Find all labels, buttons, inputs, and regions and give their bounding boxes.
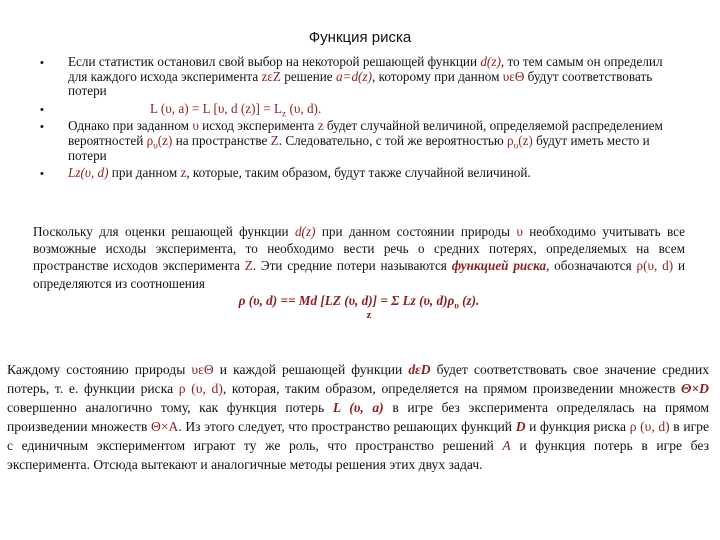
text-segment: исход эксперимента [198, 118, 318, 134]
text-segment: в игре с единичным экспериментом играют ту же роль, что пространство решений [7, 419, 709, 453]
bullet-item-decision [40, 55, 680, 99]
text-segment: , обозначаются [546, 258, 637, 274]
text-segment: υεΘ [502, 68, 525, 84]
text-segment: Поскольку для оценки решающей функции [33, 224, 295, 239]
text-segment: ρ (υ, d) [629, 419, 670, 434]
text-segment: z [180, 165, 187, 181]
text-segment: Каждому состоянию природы [7, 362, 192, 377]
text-segment: z [282, 108, 287, 119]
text-segment: совершенно аналогично тому, как функция потерь [7, 400, 333, 415]
text-segment: Lz(υ, d) [68, 165, 109, 181]
bullet-marker: • [40, 103, 44, 116]
bullet-list [40, 55, 680, 184]
text-segment: Однако при заданном [68, 118, 193, 134]
text-segment: D [515, 419, 526, 434]
text-segment: и определяются из соотношения [33, 258, 686, 291]
text-segment: , которому при данном [371, 68, 503, 84]
bullet-item-random-outcome [40, 119, 680, 163]
text-segment: необходимо учитывать все возможные исходы эксперимента, то необходимо вести речь о средних потерях, определяемых на всем пространстве исходов эксперимента [33, 224, 685, 274]
text-segment: будет соответствовать свое значение средних потерь, т. е. функции риска [7, 362, 710, 396]
text-segment: υ [153, 140, 158, 151]
text-segment: . Эти средние потери называются [252, 258, 452, 274]
text-segment: будут соответствовать потери [68, 68, 653, 99]
text-segment: . Из этого следует, что пространство решающих функций [178, 419, 516, 434]
text-segment: υεΘ [191, 362, 214, 377]
text-segment: d(z) [294, 224, 316, 239]
risk-function-paragraph [33, 223, 685, 322]
text-segment: ρ (υ, d) [178, 381, 223, 396]
bullet-marker: • [40, 121, 44, 134]
bullet-marker: • [40, 57, 44, 69]
text-segment: решение [280, 68, 336, 84]
text-segment: Если статистик остановил свой выбор на некоторой решающей функции [68, 54, 481, 69]
page-title: Функция риска [308, 29, 412, 46]
text-segment: , которые, таким образом, будут также случайной величиной. [186, 165, 531, 181]
text-segment: Z [244, 258, 253, 274]
text-segment: А [502, 438, 511, 453]
risk-conclusion-paragraph [7, 360, 709, 474]
text-segment: будут иметь место и потери [68, 132, 650, 163]
text-segment: функцией риска [451, 258, 547, 274]
bullet-marker: • [40, 168, 44, 181]
text-segment: (z). [458, 292, 480, 308]
text-segment: L (υ, а) = L [υ, d (z)] = L [150, 100, 283, 116]
text-segment: и функция потерь в игре без эксперимента. Отсюда вытекают и аналогичные методы решения этих двух задач. [7, 438, 709, 472]
text-segment: Z [270, 132, 279, 148]
text-segment: υ [192, 118, 199, 134]
text-segment: Θ×А [151, 419, 179, 434]
text-segment: υ [454, 300, 459, 311]
text-segment: ρ(υ, d) [636, 258, 674, 274]
risk-formula [33, 292, 685, 309]
text-segment: при данном состоянии природы [315, 224, 517, 239]
sum-index: z [366, 309, 372, 322]
text-segment: , то тем самым он определил для каждого исхода эксперимента [68, 54, 663, 84]
text-segment: при данном [108, 165, 181, 181]
text-segment: d(z) [480, 54, 501, 69]
text-segment: υ [516, 224, 523, 239]
text-segment: и функция риска [525, 419, 630, 434]
text-segment: ρ [507, 132, 514, 148]
text-segment: будет случайной величиной, определяемой распределением вероятностей [68, 118, 663, 148]
text-segment: dεD [408, 362, 431, 377]
text-segment: (z) [518, 132, 533, 148]
text-segment: ρ (υ, d) == Md [LZ (υ, d)] = Σ Lz (υ, d)ρ [238, 292, 455, 308]
text-segment: ρ [146, 132, 154, 148]
bullet-item-random-loss [40, 166, 680, 181]
text-segment: υ [513, 140, 519, 151]
bullet-item-loss-formula [40, 102, 680, 117]
text-segment: на пространстве [172, 132, 271, 148]
text-segment: zεZ [261, 68, 281, 84]
text-segment: а=d(z) [335, 68, 372, 84]
text-segment: и каждой решающей функции [213, 362, 409, 377]
text-segment: z [317, 118, 324, 134]
text-segment: L (υ, а) [332, 400, 384, 415]
text-segment: , которая, таким образом, определяется на прямом произведении множеств [222, 381, 682, 396]
text-segment: . Следовательно, с той же вероятностью [278, 132, 508, 148]
risk-definition-text [33, 223, 685, 292]
text-segment: (υ, d). [286, 100, 322, 116]
text-segment: Θ×D [681, 381, 709, 396]
text-segment: (z) [157, 132, 173, 148]
text-segment: в игре без эксперимента определялась на прямом произведении множеств [7, 400, 709, 434]
